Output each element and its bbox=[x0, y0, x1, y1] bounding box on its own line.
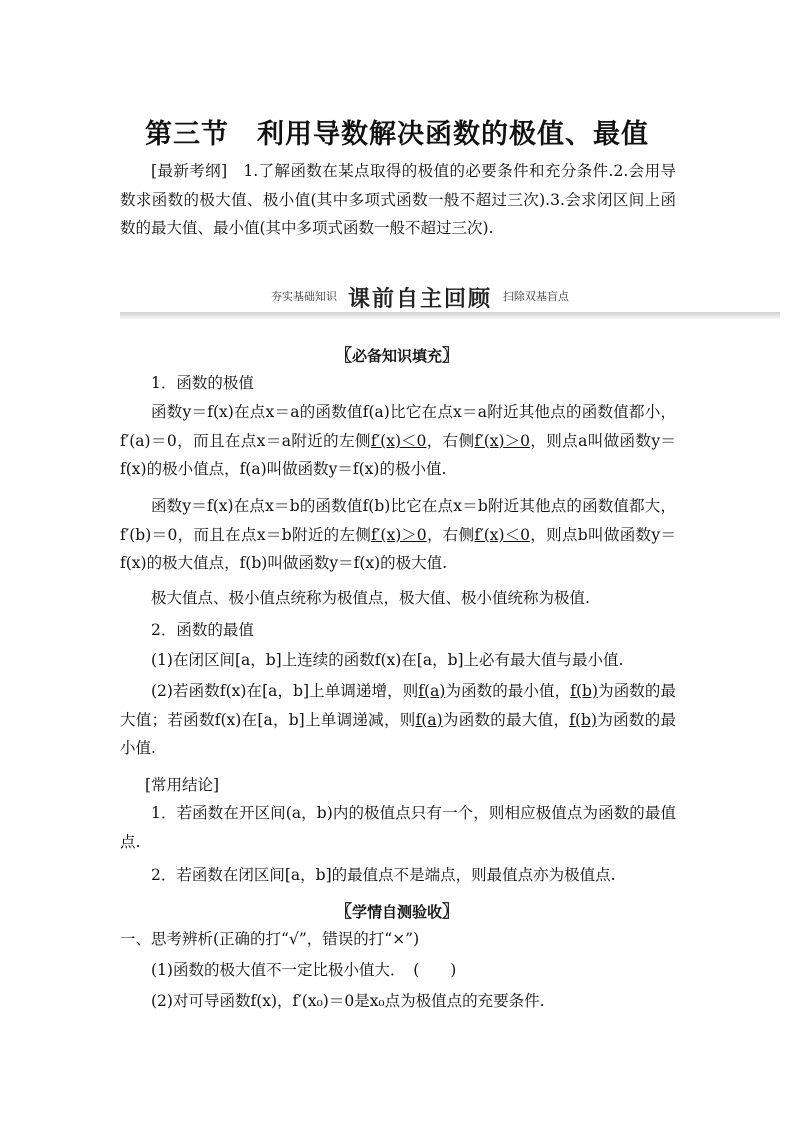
text-span: ，右侧 bbox=[426, 525, 475, 544]
exercise-heading: 一、思考辨析(正确的打“√”，错误的打“×”) bbox=[120, 930, 420, 948]
text-span: ，右侧 bbox=[426, 431, 475, 450]
fill-blank: f(b) bbox=[570, 682, 598, 700]
conclusion-1: 1．若函数在开区间(a，b)内的极值点只有一个，则相应极值点为函数的最值点. bbox=[120, 804, 676, 851]
text-span: 函数y＝f(x)在点x＝a的函数值f(a)比它在点x＝a附近其他点的函数值都小，f′(a)＝0，而且在点x＝a附近的左侧 bbox=[120, 403, 676, 450]
section-heading-knowledge bbox=[0, 341, 794, 366]
exercise-question-1: (1)函数的极大值不一定比极小值大． ( ) bbox=[151, 961, 457, 979]
text-span: 为函数的最大值， bbox=[442, 710, 570, 729]
fill-blank: f(a) bbox=[415, 710, 443, 729]
item1-paragraph-min bbox=[120, 398, 676, 484]
bracket-right: 〗 bbox=[442, 346, 459, 366]
fill-blank: f′(x)＞0 bbox=[371, 525, 427, 544]
outline-text: 1.了解函数在某点取得的极值的必要条件和充分条件.2.会用导数求函数的极大值、极小值(其中多项式函数一般不超过三次).3.会求闭区间上函数的最大值、最小值(其中多项式函数一般不超过三次). bbox=[120, 162, 676, 237]
exercise-question-2: (2)对可导函数f(x)，f′(x₀)＝0是x₀点为极值点的充要条件. bbox=[151, 992, 545, 1010]
text-span: 为函数的最小值， bbox=[445, 682, 571, 700]
section-heading-selftest bbox=[0, 897, 794, 922]
exam-outline bbox=[120, 157, 676, 243]
section-title: 必备知识填充 bbox=[351, 347, 442, 365]
banner-right-text: 扫除双基盲点 bbox=[502, 290, 569, 303]
section-banner bbox=[120, 282, 780, 322]
banner-bar bbox=[120, 312, 780, 319]
page-title: 第三节 利用导数解决函数的极值、最值 bbox=[145, 119, 649, 150]
text-span: 为函数的最大值；若函数f(x)在[a，b]上单调递减，则 bbox=[120, 682, 676, 729]
banner-left-text: 夯实基础知识 bbox=[271, 290, 338, 303]
text-span: ，则点a叫做函数y＝f(x)的极小值点，f(a)叫做函数y＝f(x)的极小值. bbox=[120, 431, 677, 478]
item2-heading: 2．函数的最值 bbox=[151, 621, 254, 639]
bracket-left: 〖 bbox=[334, 902, 352, 922]
bracket-left: 〖 bbox=[334, 346, 352, 366]
fill-blank: f′(x)＞0 bbox=[474, 431, 530, 450]
banner-center-text: 课前自主回顾 bbox=[347, 287, 492, 312]
item1-paragraph-summary: 极大值点、极小值点统称为极值点，极大值、极小值统称为极值. bbox=[151, 589, 590, 607]
outline-tag: [最新考纲] bbox=[151, 162, 228, 180]
section-title: 学情自测验收 bbox=[351, 903, 442, 921]
text-span: ，则点b叫做函数y＝f(x)的极大值点，f(b)叫做函数y＝f(x)的极大值. bbox=[120, 525, 676, 572]
fill-blank: f(b) bbox=[569, 710, 598, 729]
item1-heading: 1．函数的极值 bbox=[151, 374, 254, 392]
fill-blank: f′(x)＜0 bbox=[474, 525, 530, 544]
fill-blank: f′(x)＜0 bbox=[370, 431, 427, 450]
conclusion-2: 2．若函数在闭区间[a，b]的最值点不是端点，则最值点亦为极值点. bbox=[151, 866, 616, 884]
item1-paragraph-max bbox=[120, 492, 676, 578]
bracket-right: 〗 bbox=[442, 902, 459, 922]
item2-paragraph-1: (1)在闭区间[a，b]上连续的函数f(x)在[a，b]上必有最大值与最小值. bbox=[151, 651, 624, 669]
text-span: 为函数的最小值. bbox=[120, 710, 676, 757]
fill-blank: f(a) bbox=[418, 682, 446, 700]
text-span: 函数y＝f(x)在点x＝b的函数值f(b)比它在点x＝b附近其他点的函数值都大，f′(b)＝0，而且在点x＝b附近的左侧 bbox=[120, 497, 676, 544]
item2-paragraph-2 bbox=[120, 677, 676, 763]
text-span: (2)若函数f(x)在[a，b]上单调递增，则 bbox=[151, 682, 419, 700]
conclusions-tag: [常用结论] bbox=[145, 776, 220, 794]
